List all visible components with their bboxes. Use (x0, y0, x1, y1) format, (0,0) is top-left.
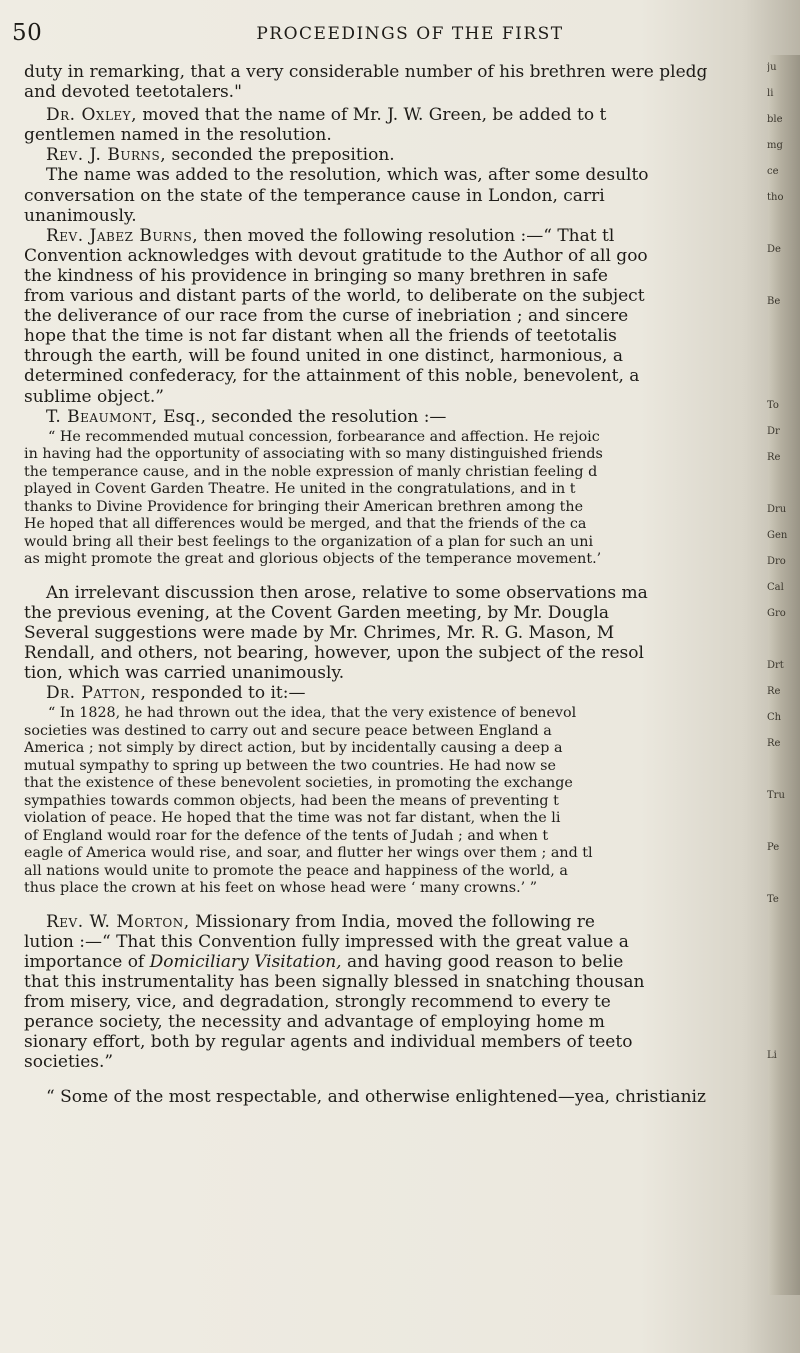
quote-line: as might promote the great and glorious objects of the temperance movement.’ (24, 551, 602, 568)
fragment-text: tho (767, 192, 784, 203)
text-line: the deliverance of our race from the curse of inebriation ; and sincere (24, 306, 629, 327)
fragment-text: Te (767, 894, 779, 905)
text-line (24, 952, 769, 972)
quote-line: thus place the crown at his feet on whose head were ‘ many crowns.’ ” (24, 880, 538, 897)
quote-line: played in Covent Garden Theatre. He united in the congratulations, and in t (24, 481, 576, 498)
text-line (24, 105, 769, 125)
quote-line: societies was destined to carry out and secure peace between England a (24, 722, 552, 739)
quote-line: eagle of America would rise, and soar, and flutter her wings over them ; and tl (24, 845, 593, 862)
speaker-name: T. Beaumont, (46, 406, 158, 427)
text-line: gentlemen named in the resolution. (24, 125, 332, 146)
text-span: importance of (24, 951, 150, 972)
fragment-text: Drt (767, 660, 784, 671)
page-header (0, 20, 760, 50)
fragment-text: De (767, 244, 781, 255)
text-line: Convention acknowledges with devout gratitude to the Author of all goo (24, 245, 648, 266)
text-span: Missionary from India, moved the following re (189, 911, 595, 932)
fragment-text (767, 1074, 797, 1100)
quote-line: the temperance cause, and in the noble expression of manly christian feeling d (24, 463, 598, 480)
fragment-text: ble (767, 114, 783, 125)
fragment-text (767, 1230, 797, 1256)
fragment-text: Dru (767, 504, 787, 515)
fragment-text (767, 762, 797, 788)
fragment-text: Re (767, 738, 781, 749)
quote-line: “ He recommended mutual concession, forbearance and affection. He rejoic (48, 428, 600, 445)
fragment-text (767, 970, 797, 996)
fragment-text (767, 918, 797, 944)
text-span: responded to it:— (146, 683, 306, 704)
spacer (24, 898, 769, 912)
fragment-text: Li (767, 1050, 777, 1061)
fragment-text: Ch (767, 712, 782, 723)
fragment-text (767, 1100, 797, 1126)
fragment-text: li (767, 88, 774, 99)
text-line: from various and distant parts of the world, to deliberate on the subject (24, 286, 645, 307)
fragment-text (767, 268, 797, 294)
fragment-text: Gen (767, 530, 788, 541)
text-line: that this instrumentality has been signally blessed in snatching thousan (24, 972, 645, 993)
quote-line: “ In 1828, he had thrown out the idea, that the very existence of benevol (48, 705, 577, 722)
speaker-name: Dr. Patton, (46, 683, 147, 704)
text-line (24, 226, 769, 246)
fragment-text (767, 814, 797, 840)
quote-line: sympathies towards common objects, had been the means of preventing t (24, 792, 559, 809)
fragment-text (767, 996, 797, 1022)
fragment-text (767, 346, 797, 372)
text-span: seconded the preposition. (166, 145, 395, 166)
spacer (24, 569, 769, 583)
fragment-text (767, 216, 797, 242)
speaker-name: Rev. Jabez Burns, (46, 225, 199, 246)
fragment-text (767, 866, 797, 892)
text-line: perance society, the necessity and advantage of employing home m (24, 1012, 605, 1033)
text-span: moved that the name of Mr. J. W. Green, be added to t (137, 105, 607, 126)
text-line: through the earth, will be found united in one distinct, harmonious, a (24, 346, 623, 367)
fragment-text: Dro (767, 556, 786, 567)
quote-line: that the existence of these benevolent societies, in promoting the exchange (24, 775, 573, 792)
fragment-text (767, 632, 797, 658)
running-head: PROCEEDINGS OF THE FIRST (256, 24, 564, 44)
spacer (24, 1073, 769, 1087)
fragment-text: ju (767, 62, 777, 73)
fragment-text: Re (767, 686, 781, 697)
fragment-text: Be (767, 296, 781, 307)
text-line: determined confederacy, for the attainment of this noble, benevolent, a (24, 366, 640, 387)
fragment-text: ce (767, 166, 779, 177)
speaker-name: Dr. Oxley, (46, 105, 138, 126)
text-line: and devoted teetotalers." (24, 82, 242, 103)
text-span: and having good reason to belie (341, 951, 624, 972)
text-line: sublime object.” (24, 386, 164, 407)
text-line: hope that the time is not far distant when all the friends of teetotalis (24, 326, 617, 347)
quote-line: He hoped that all differences would be merged, and that the friends of the ca (24, 516, 587, 533)
fragment-text: To (767, 400, 779, 411)
text-line (24, 912, 769, 932)
quote-line: in having had the opportunity of associating with so many distinguished friends (24, 446, 603, 463)
text-line: duty in remarking, that a very considerable number of his brethren were pledg (24, 62, 708, 82)
fragment-text (767, 1204, 797, 1230)
fragment-text: Re (767, 452, 781, 463)
speaker-name: Rev. J. Burns, (46, 145, 167, 166)
text-line: “ Some of the most respectable, and otherwise enlightened—yea, christianiz (46, 1086, 706, 1107)
fragment-text: mg (767, 140, 783, 151)
quote-line: America ; not simply by direct action, but by incidentally causing a deep a (24, 740, 563, 757)
fragment-text (767, 476, 797, 502)
fragment-text (767, 1022, 797, 1048)
fragment-text (767, 1152, 797, 1178)
text-line (24, 683, 769, 703)
text-span: then moved the following resolution :—“ That tl (198, 225, 615, 246)
italic-term: Domiciliary Visitation, (149, 951, 342, 972)
quote-line: violation of peace. He hoped that the time was not far distant, when the li (24, 810, 561, 827)
speaker-name: Rev. W. Morton, (46, 911, 190, 932)
page-number: 50 (12, 20, 43, 46)
fragment-text (767, 320, 797, 346)
quote-line: all nations would unite to promote the peace and happiness of the world, a (24, 862, 568, 879)
text-line: lution :—“ That this Convention fully impressed with the great value a (24, 931, 629, 952)
text-line: the previous evening, at the Covent Garden meeting, by Mr. Dougla (24, 602, 610, 623)
fragment-text (767, 944, 797, 970)
fragment-text: Dr (767, 426, 780, 437)
fragment-text (767, 1178, 797, 1204)
fragment-text (767, 372, 797, 398)
quote-line: of England would roar for the defence of the tents of Judah ; and when t (24, 827, 549, 844)
quote-line: would bring all their best feelings to the organization of a plan for such an uni (24, 533, 594, 550)
text-line: tion, which was carried unanimously. (24, 663, 345, 684)
text-span: Esq., seconded the resolution :— (157, 406, 447, 427)
text-line: conversation on the state of the temperance cause in London, carri (24, 185, 605, 206)
text-line: Rendall, and others, not bearing, however, upon the subject of the resol (24, 642, 644, 663)
text-line: from misery, vice, and degradation, strongly recommend to every te (24, 992, 611, 1013)
quote-line: mutual sympathy to spring up between the two countries. He had now se (24, 757, 556, 774)
body-text (24, 62, 769, 1107)
fragment-text: Tru (767, 790, 785, 801)
fragment-text: Pe (767, 842, 780, 853)
text-line: unanimously. (24, 205, 137, 226)
text-line: An irrelevant discussion then arose, relative to some observations ma (46, 582, 648, 603)
fragment-text: Cal (767, 582, 784, 593)
text-line: sionary effort, both by regular agents and individual members of teeto (24, 1032, 633, 1053)
text-line (24, 407, 769, 427)
text-line: The name was added to the resolution, which was, after some desulto (46, 165, 649, 186)
text-line (24, 145, 769, 165)
fragment-text (767, 1126, 797, 1152)
quote-line: thanks to Divine Providence for bringing their American brethren among the (24, 498, 584, 515)
fragment-text: Gro (767, 608, 786, 619)
text-line: the kindness of his providence in bringing so many brethren in safe (24, 265, 608, 286)
text-line: Several suggestions were made by Mr. Chrimes, Mr. R. G. Mason, M (24, 622, 615, 643)
text-line: societies.” (24, 1052, 114, 1073)
facing-page-fragments (767, 60, 797, 1256)
